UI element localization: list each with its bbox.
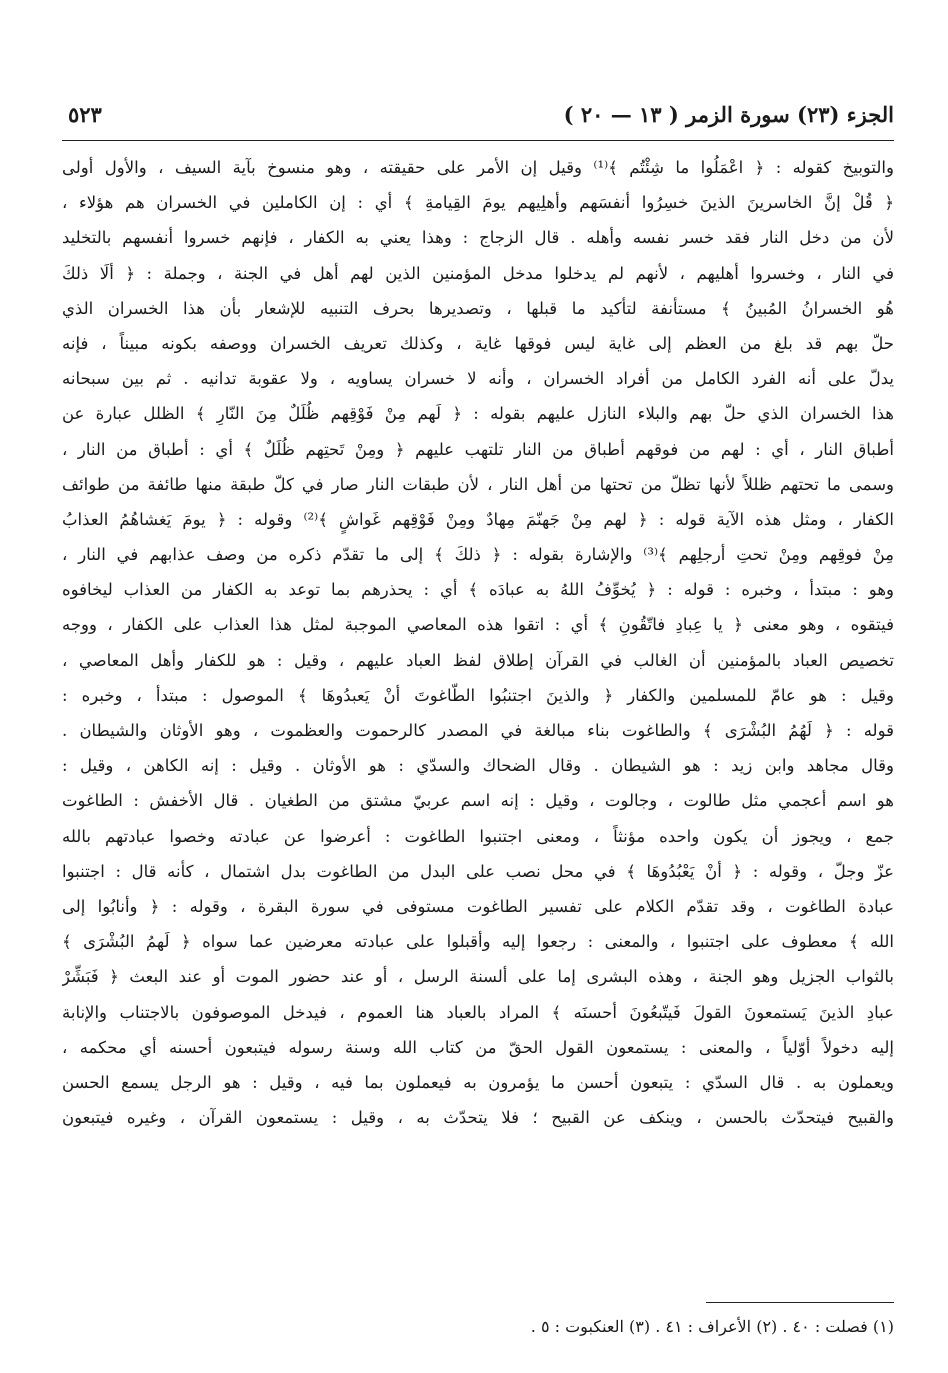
text-line: وسمى ما تحتهم ظللاً لأنها تظلّ من تحتها من أهل النار ، لأن طبقات النار صار في كلّ طبقة منها طائفة من طوائف [62, 474, 894, 494]
text-line: تخصيص العباد بالمؤمنين أن الغالب في القرآن إطلاق لفظ العباد عليهم ، وقيل : هو للكفار وأهل المعاصي ، [62, 650, 894, 670]
body-text [62, 150, 894, 1135]
text-line: مِنْ فوقِهم ومِنْ تحتِ أرجلِهم ﴾⁽³⁾ والإشارة بقوله : ﴿ ذلكَ ﴾ إلى ما تقدّم ذكره من وصف عذابهم في النار ، [62, 545, 894, 565]
text-line: حلّ بهم قد بلغ من العظم إلى غاية ليس فوقها غاية ، وكذلك تعريف الخسران ووصفه بكونه مبيناً ، فإنه [62, 333, 894, 353]
text-line: قوله : ﴿ لَهُمُ البُشْرَى ﴾ والطاغوت بناء مبالغة في المصدر كالرحموت والعظموت ، وهو الأوثان والشيطان . [62, 721, 894, 740]
page-number: ٥٢٣ [68, 102, 102, 127]
text-line: إليه دخولاً أوّلياً ، والمعنى : يستمعون القول الحقّ من كتاب الله وسنة رسوله فيتبعون أحسنه أي محكمه ، [62, 1037, 894, 1057]
text-line: أطباق النار ، أي : لهم من فوقهم أطباق من النار تلتهب عليهم ﴿ ومِنْ تَحتِهم ظُلَلٌ ﴾ أي : أطباق من النار ، [62, 439, 894, 459]
text-line: ﴿ قُلْ إنَّ الخاسرينَ الذينَ خسِرُوا أنفسَهم وأهلِيهم يومَ القِيامةِ ﴾ أي : إن الكاملين في الخسران هم هؤلاء ، [62, 193, 894, 213]
text-line: هذا الخسران الذي حلّ بهم والبلاء النازل عليهم بقوله : ﴿ لَهم مِنْ فَوْقِهم ظُلَلٌ مِنَ النّارِ ﴾ الظلل عبارة عن [62, 404, 894, 424]
header-divider [62, 140, 894, 141]
text-line: هو اسم أعجمي مثل طالوت ، وجالوت ، وقيل : إنه اسم عربيّ مشتق من الطغيان . قال الأخفش : الطاغوت [62, 791, 894, 811]
text-line: وقال مجاهد وابن زيد : هو الشيطان . وقال الضحاك والسدّي : هو الأوثان . وقيل : إنه الكاهن ، وقيل : [62, 756, 894, 776]
text-line: والقبيح فيتحدّث بالحسن ، وينكف عن القبيح ؛ فلا يتحدّث به ، وقيل : يستمعون القرآن ، وغيره فيتبعون [62, 1108, 894, 1128]
text-line: وقيل : هو عامّ للمسلمين والكفار ﴿ والذينَ اجتنبُوا الطّاغوتَ أنْ يَعبدُوهَا ﴾ الموصول : مبتدأ ، وخبره : [62, 685, 894, 705]
text-line: عزّ وجلّ ، وقوله : ﴿ أنْ يَعْبُدُوهَا ﴾ في محل نصب على البدل من الطاغوت بدل اشتمال ، كأنه قال : اجتنبوا [62, 861, 894, 881]
text-line: وهو : مبتدأ ، وخبره : قوله : ﴿ يُخوِّفُ اللهُ به عبادَه ﴾ أي : يحذرهم بما توعد به الكفار من العذاب ليخافوه [62, 580, 894, 600]
text-line: الله ﴾ معطوف على اجتنبوا ، والمعنى : رجعوا إليه وأقبلوا على عبادته معرضين عما سواه ﴿ لَهمُ البُشْرَى ﴾ [62, 932, 894, 952]
footnote: (١) فصلت : ٤٠ . (٢) الأعراف : ٤١ . (٣) العنكبوت : ٥ . [530, 1317, 894, 1336]
text-line: بالثواب الجزيل وهو الجنة ، وهذه البشرى إما على ألسنة الرسل ، أو عند حضور الموت أو عند البعث ﴿ فَبَشِّرْ [62, 967, 894, 987]
text-line: فيتقوه ، وهو معنى ﴿ يا عِبادِ فاتّقُونِ ﴾ أي : اتقوا هذه المعاصي الموجبة لمثل هذا العذاب على الكفار ، ووجه [62, 615, 894, 635]
text-line: والتوبيخ كقوله : ﴿ اعْمَلُوا ما شِئْتُم ﴾⁽¹⁾ وقيل إن الأمر على حقيقته ، وهو منسوخ بآية السيف ، والأول أولى [62, 158, 894, 177]
text-line: جمع ، ويجوز أن يكون واحده مؤنثاً ، ومعنى اجتنبوا الطاغوت : أعرضوا عن عبادته وخصوا عبادتهم بالله [62, 826, 894, 846]
text-line: عبادة الطاغوت ، وقد تقدّم الكلام على تفسير الطاغوت مستوفى في سورة البقرة ، وقوله : ﴿ وأنابُوا إلى [62, 896, 894, 916]
footnote-divider [706, 1302, 894, 1303]
text-line: يدلّ على أنه الفرد الكامل من أفراد الخسران ، وأنه لا خسران يساويه ، ولا عقوبة تدانيه . ثم بين سبحانه [62, 369, 894, 389]
text-line: هُو الخسرانُ المُبينُ ﴾ مستأنفة لتأكيد ما قبلها ، وتصديرها بحرف التنبيه للإشعار بأن هذا الخسران الذي [62, 298, 894, 318]
page-header [62, 100, 894, 134]
text-line: لأن من دخل النار فقد خسر نفسه وأهله . قال الزجاج : وهذا يعني به الكفار ، فإنهم خسروا أنفسهم بالتخليد [62, 228, 894, 248]
text-line: في النار ، وخسروا أهليهم ، لأنهم لم يدخلوا مدخل المؤمنين الذين لهم أهل في الجنة ، وجملة : ﴿ ألَا ذلكَ [62, 263, 894, 283]
text-line: الكفار ، ومثل هذه الآية قوله : ﴿ لهم مِنْ جَهنّمَ مِهادٌ ومِنْ فَوْقِهم غَواشٍ ﴾⁽²⁾ وقوله : ﴿ يومَ يَغشاهُمُ العذابُ [62, 509, 894, 529]
text-line: ويعملون به . قال السدّي : يتبعون أحسن ما يؤمرون به فيعملون بما فيه ، وقيل : هو الرجل يسمع الحسن [62, 1072, 894, 1092]
text-line: عبادِ الذينَ يَستمعونَ القولَ فَيتّبعُونَ أحسنَه ﴾ المراد بالعباد هنا العموم ، فيدخل الموصوفون بالاجتناب والإنابة [62, 1002, 894, 1022]
running-header-title: الجزء (٢٣) سورة الزمر ( ١٣ — ٢٠ ) [563, 102, 894, 127]
